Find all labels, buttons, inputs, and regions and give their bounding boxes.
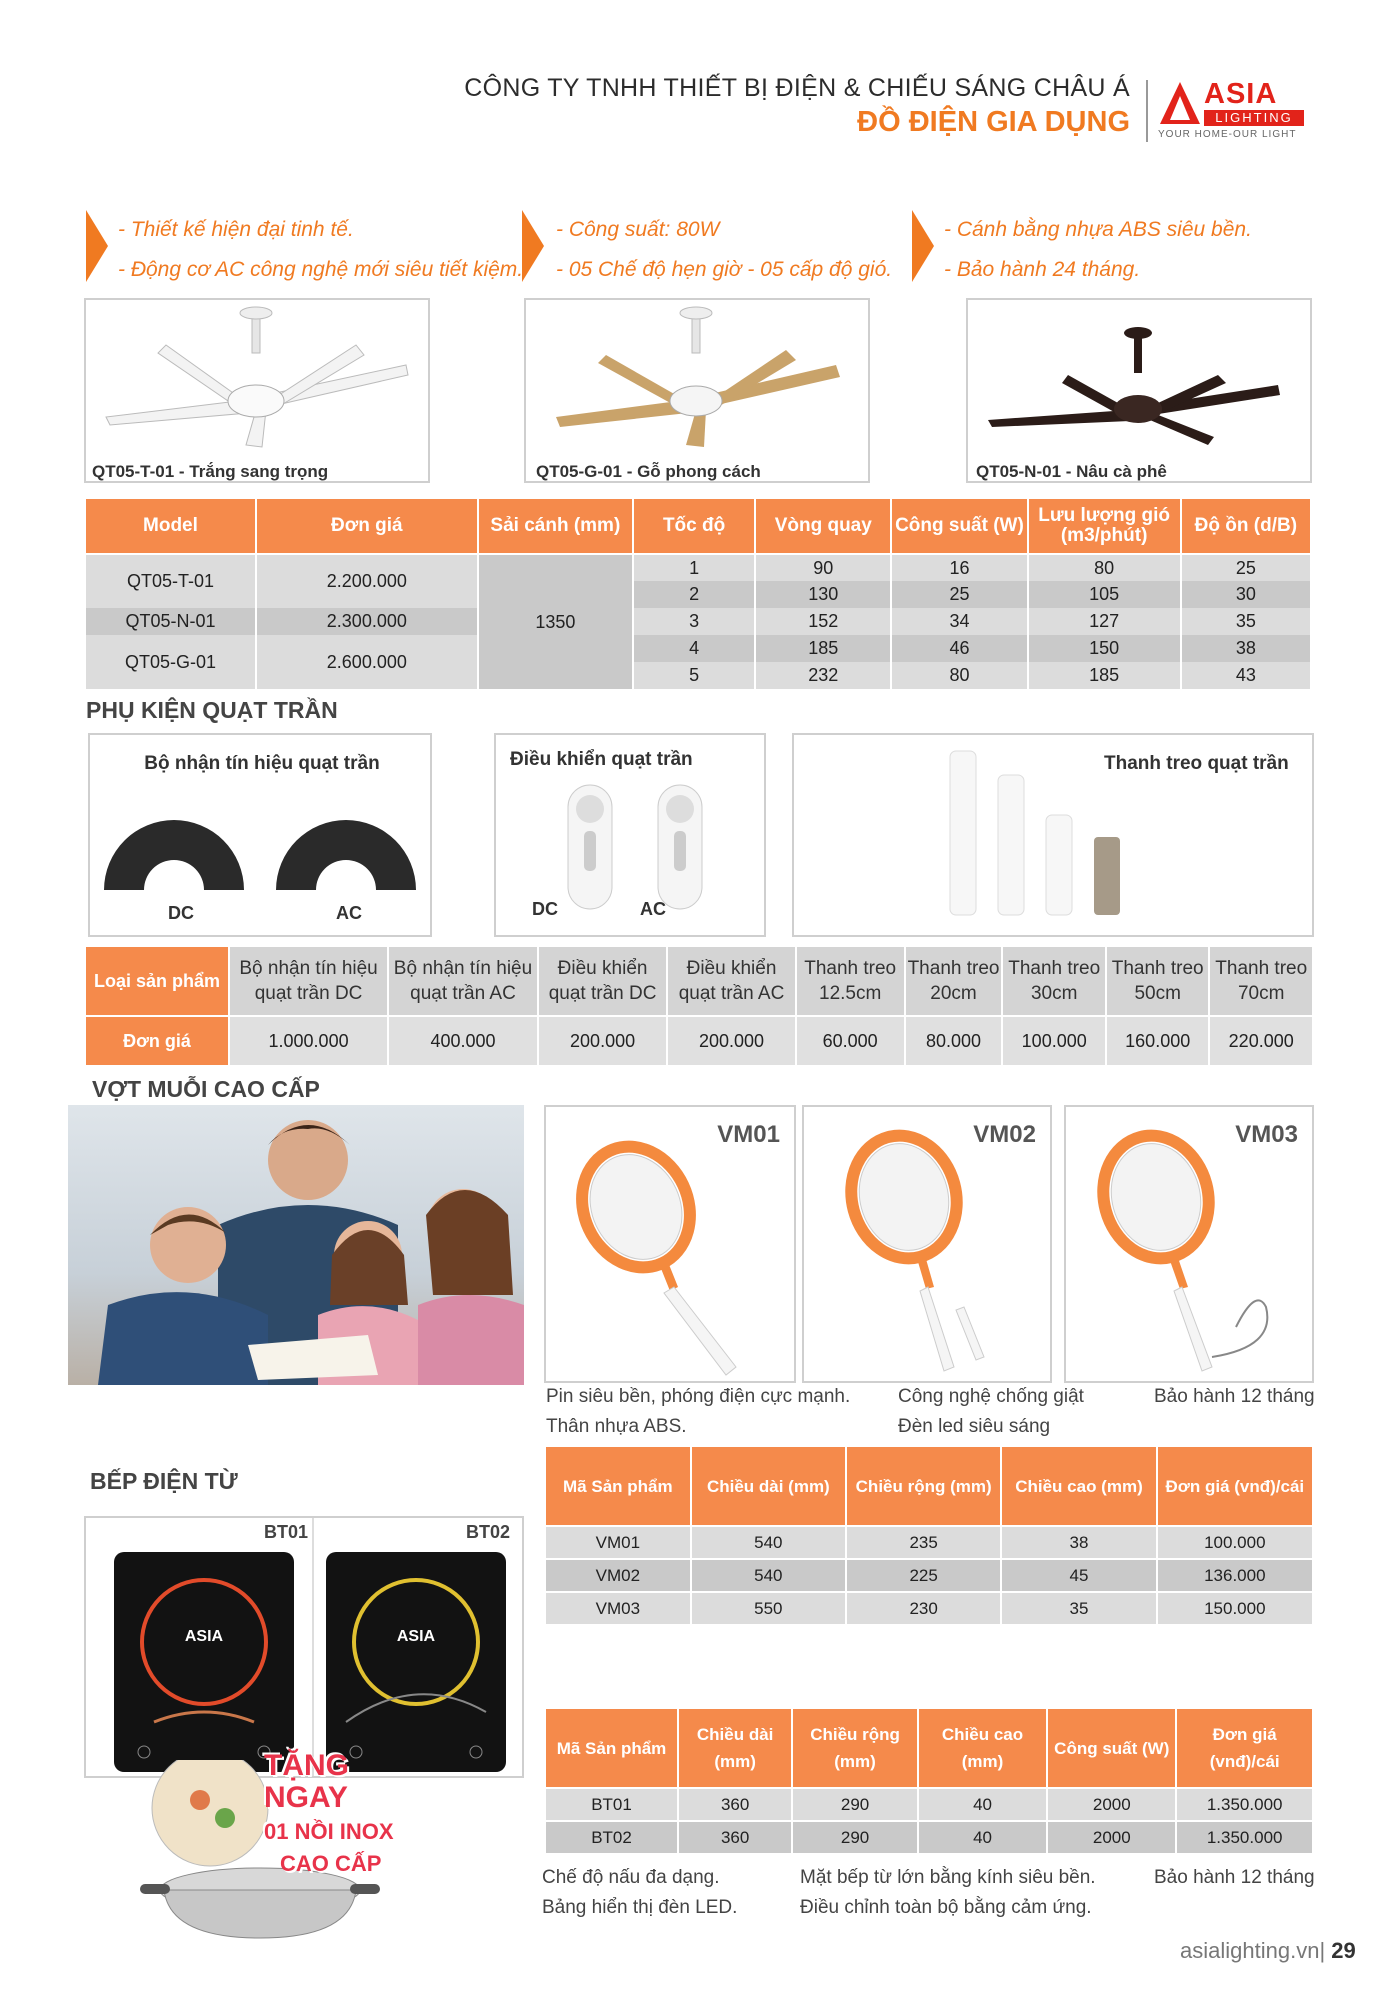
section-title-stoves: BẾP ĐIỆN TỪ [90, 1468, 238, 1494]
stove-model: BT01 [264, 1522, 309, 1542]
hanging-rod-icon [944, 745, 1164, 925]
table-row [545, 1821, 1313, 1854]
power-cell: 46 [891, 635, 1027, 662]
promo-badge [264, 1750, 394, 1880]
col-header: Chiều rộng (mm) [846, 1446, 1001, 1526]
stove-note-2 [800, 1863, 1096, 1923]
induction-stove-icon [114, 1552, 294, 1772]
model-cell: QT05-G-01 [85, 635, 256, 689]
col-header: Thanh treo 20cm [905, 946, 1003, 1016]
rpm-cell: 232 [755, 662, 891, 689]
cell: 40 [918, 1788, 1047, 1821]
table-row [85, 554, 1311, 581]
company-name: CÔNG TY TNHH THIẾT BỊ ĐIỆN & CHIẾU SÁNG CHÂU Á [464, 74, 1130, 102]
feature-block-2 [556, 210, 892, 290]
stove-spec-table [544, 1707, 1314, 1855]
feature-arrow-icon [86, 210, 108, 282]
cell: 1.350.000 [1176, 1788, 1313, 1821]
mosquito-racket-icon [824, 1127, 1034, 1377]
price-cell: 200.000 [667, 1016, 795, 1066]
col-header: Tốc độ [633, 498, 755, 554]
cell: 540 [691, 1559, 846, 1592]
fan-caption: QT05-G-01 - Gỗ phong cách [536, 462, 761, 481]
feature-text: - Động cơ AC công nghệ mới siêu tiết kiệm. [118, 258, 524, 281]
cell: 235 [846, 1526, 1001, 1559]
speed-cell: 2 [633, 581, 755, 608]
note-text: Mặt bếp từ lớn bằng kính siêu bền. [800, 1867, 1096, 1888]
speed-cell: 5 [633, 662, 755, 689]
footer [1180, 1938, 1356, 1964]
ceiling-fan-icon [536, 305, 856, 450]
price-cell: 100.000 [1002, 1016, 1105, 1066]
col-header: Đơn giá (vnđ)/cái [1157, 1446, 1313, 1526]
logo-triangle-icon [1158, 80, 1202, 126]
cell: 230 [846, 1592, 1001, 1625]
note-text: Đèn led siêu sáng [898, 1416, 1051, 1437]
cell: BT02 [545, 1821, 678, 1854]
col-header: Thanh treo 50cm [1106, 946, 1209, 1016]
power-cell: 25 [891, 581, 1027, 608]
racket-model: VM02 [973, 1121, 1036, 1148]
cell: 38 [1001, 1526, 1156, 1559]
stove-note-1 [542, 1863, 737, 1923]
flow-cell: 150 [1028, 635, 1181, 662]
note-text: Thân nhựa ABS. [546, 1416, 687, 1437]
price-cell: 2.600.000 [256, 635, 478, 689]
col-header: Vòng quay [755, 498, 891, 554]
feature-text: - Cánh bằng nhựa ABS siêu bền. [944, 218, 1252, 241]
racket-model: VM03 [1235, 1121, 1298, 1148]
cell: 1.350.000 [1176, 1821, 1313, 1854]
receiver-title: Bộ nhận tín hiệu quạt trần [144, 753, 380, 774]
flow-cell: 80 [1028, 554, 1181, 581]
table-row [545, 1559, 1313, 1592]
family-reading-icon [68, 1105, 524, 1385]
cell: 290 [792, 1821, 918, 1854]
ceiling-fan-icon [978, 305, 1298, 450]
racket-card-vm01 [544, 1105, 796, 1383]
mosquito-racket-icon [566, 1137, 776, 1377]
fan-caption: QT05-N-01 - Nâu cà phê [976, 462, 1167, 481]
note-text: Bảng hiển thị đèn LED. [542, 1897, 738, 1918]
model-cell: QT05-N-01 [85, 608, 256, 635]
cell: 290 [792, 1788, 918, 1821]
stove-model: BT02 [466, 1522, 511, 1542]
rod-title: Thanh treo quạt trần [1104, 753, 1289, 774]
cell: 35 [1001, 1592, 1156, 1625]
ac-label: AC [336, 903, 362, 923]
induction-stove-icon [326, 1552, 506, 1772]
stove-brand: ASIA [396, 1628, 436, 1645]
col-header: Công suất (W) [1047, 1708, 1176, 1788]
logo-brand: ASIA [1204, 78, 1278, 110]
table-row [85, 608, 1311, 635]
logo-tagline: YOUR HOME-OUR LIGHT [1158, 129, 1297, 140]
rpm-cell: 130 [755, 581, 891, 608]
rod-card [792, 733, 1314, 937]
col-header: Chiều cao (mm) [1001, 1446, 1156, 1526]
col-header: Độ ồn (d/B) [1181, 498, 1311, 554]
fan-caption: QT05-T-01 - Trắng sang trọng [92, 462, 329, 481]
website-link[interactable]: asialighting.vn [1180, 1938, 1320, 1963]
speed-cell: 1 [633, 554, 755, 581]
table-row [545, 1526, 1313, 1559]
cell: VM01 [545, 1526, 691, 1559]
cell: 45 [1001, 1559, 1156, 1592]
cell: BT01 [545, 1788, 678, 1821]
price-cell: 400.000 [388, 1016, 538, 1066]
cell: 2000 [1047, 1788, 1176, 1821]
col-header: Điều khiển quạt trần DC [538, 946, 667, 1016]
section-title-rackets: VỢT MUỖI CAO CẤP [92, 1076, 320, 1102]
col-header: Bộ nhận tín hiệu quạt trần AC [388, 946, 538, 1016]
price-cell: 1.000.000 [229, 1016, 388, 1066]
cell: 540 [691, 1526, 846, 1559]
col-header: Lưu lượng gió (m3/phút) [1028, 498, 1181, 554]
stove-card [84, 1516, 524, 1778]
rpm-cell: 185 [755, 635, 891, 662]
table-row [85, 635, 1311, 662]
col-header: Đơn giá (vnđ)/cái [1176, 1708, 1313, 1788]
feature-block-1 [118, 210, 523, 290]
remote-card [494, 733, 766, 937]
price-cell: 60.000 [796, 1016, 905, 1066]
flow-cell: 105 [1028, 581, 1181, 608]
page-number: 29 [1331, 1938, 1356, 1963]
racket-note-3: Bảo hành 12 tháng [1154, 1386, 1315, 1407]
feature-block-3 [944, 210, 1252, 290]
note-text: Pin siêu bền, phóng điện cực mạnh. [546, 1386, 851, 1407]
signal-receiver-icon [100, 790, 420, 900]
feature-arrow-icon [912, 210, 934, 282]
remote-title: Điều khiển quạt trần [510, 749, 693, 770]
racket-spec-table [544, 1445, 1314, 1626]
ceiling-fan-icon [96, 305, 416, 450]
promo-text: TẶNG [264, 1749, 349, 1782]
racket-note-2 [898, 1382, 1084, 1442]
asia-lighting-logo [1158, 78, 1308, 142]
flow-cell: 185 [1028, 662, 1181, 689]
col-header: Thanh treo 70cm [1209, 946, 1313, 1016]
feature-text: - Bảo hành 24 tháng. [944, 258, 1141, 281]
cell: 360 [678, 1821, 792, 1854]
feature-text: - Công suất: 80W [556, 218, 720, 241]
col-header: Mã Sản phẩm [545, 1708, 678, 1788]
cell: 2000 [1047, 1821, 1176, 1854]
feature-text: - 05 Chế độ hẹn giờ - 05 cấp độ gió. [556, 258, 893, 281]
col-header: Chiều dài (mm) [691, 1446, 846, 1526]
price-cell: 2.300.000 [256, 608, 478, 635]
flow-cell: 127 [1028, 608, 1181, 635]
col-header: Công suất (W) [891, 498, 1027, 554]
dc-label: DC [532, 899, 558, 919]
noise-cell: 35 [1181, 608, 1311, 635]
logo-sub: LIGHTING [1204, 110, 1304, 126]
fan-card-brown [966, 298, 1312, 483]
promo-text: 01 NỒI INOX [264, 1819, 394, 1844]
speed-cell: 3 [633, 608, 755, 635]
model-cell: QT05-T-01 [85, 554, 256, 608]
row-label: Đơn giá [85, 1016, 229, 1066]
footer-separator: | [1319, 1938, 1326, 1963]
col-header: Chiều cao (mm) [918, 1708, 1047, 1788]
fan-spec-table [84, 497, 1312, 689]
cell: 136.000 [1157, 1559, 1313, 1592]
rpm-cell: 152 [755, 608, 891, 635]
noise-cell: 43 [1181, 662, 1311, 689]
cell: VM03 [545, 1592, 691, 1625]
price-cell: 200.000 [538, 1016, 667, 1066]
stove-brand: ASIA [184, 1628, 224, 1645]
dc-label: DC [168, 903, 194, 923]
power-cell: 80 [891, 662, 1027, 689]
cell: 225 [846, 1559, 1001, 1592]
cell: 40 [918, 1821, 1047, 1854]
remote-control-icon [556, 783, 716, 913]
cell: 100.000 [1157, 1526, 1313, 1559]
racket-model: VM01 [717, 1121, 780, 1148]
power-cell: 16 [891, 554, 1027, 581]
col-header: Đơn giá [256, 498, 478, 554]
promo-text: NGAY [264, 1781, 348, 1814]
fan-card-wood [524, 298, 870, 483]
col-header: Mã Sản phẩm [545, 1446, 691, 1526]
speed-cell: 4 [633, 635, 755, 662]
ac-label: AC [640, 899, 666, 919]
cell: 360 [678, 1788, 792, 1821]
note-text: Chế độ nấu đa dạng. [542, 1867, 720, 1888]
receiver-card [88, 733, 432, 937]
col-header: Sải cánh (mm) [478, 498, 633, 554]
cell: 150.000 [1157, 1592, 1313, 1625]
cell: VM02 [545, 1559, 691, 1592]
col-header: Thanh treo 30cm [1002, 946, 1105, 1016]
col-header: Điều khiển quạt trần AC [667, 946, 795, 1016]
feature-text: - Thiết kế hiện đại tinh tế. [118, 218, 354, 241]
price-cell: 220.000 [1209, 1016, 1313, 1066]
note-text: Công nghệ chống giật [898, 1386, 1084, 1407]
mosquito-racket-icon [1076, 1127, 1306, 1377]
price-cell: 160.000 [1106, 1016, 1209, 1066]
noise-cell: 30 [1181, 581, 1311, 608]
stove-note-3: Bảo hành 12 tháng [1154, 1867, 1315, 1888]
accessory-price-table [84, 945, 1314, 1067]
table-row [545, 1592, 1313, 1625]
noise-cell: 38 [1181, 635, 1311, 662]
col-header: Chiều rộng (mm) [792, 1708, 918, 1788]
note-text: Điều chỉnh toàn bộ bằng cảm ứng. [800, 1897, 1092, 1918]
racket-card-vm03 [1064, 1105, 1314, 1383]
power-cell: 34 [891, 608, 1027, 635]
col-header: Chiều dài (mm) [678, 1708, 792, 1788]
section-title-accessories: PHỤ KIỆN QUẠT TRẦN [86, 697, 338, 723]
promo-text: CAO CẤP [280, 1851, 382, 1876]
col-header: Thanh treo 12.5cm [796, 946, 905, 1016]
table-row [545, 1788, 1313, 1821]
span-cell: 1350 [478, 554, 633, 689]
row-label: Loại sản phẩm [85, 946, 229, 1016]
racket-card-vm02 [802, 1105, 1052, 1383]
cell: 550 [691, 1592, 846, 1625]
col-header: Bộ nhận tín hiệu quạt trần DC [229, 946, 388, 1016]
col-header: Model [85, 498, 256, 554]
header-divider [1146, 80, 1148, 142]
rpm-cell: 90 [755, 554, 891, 581]
noise-cell: 25 [1181, 554, 1311, 581]
page-subtitle: ĐỒ ĐIỆN GIA DỤNG [857, 106, 1130, 138]
stove-divider [312, 1518, 314, 1776]
price-cell: 2.200.000 [256, 554, 478, 608]
fan-card-white [84, 298, 430, 483]
feature-arrow-icon [522, 210, 544, 282]
price-cell: 80.000 [905, 1016, 1003, 1066]
family-photo [68, 1105, 524, 1385]
racket-note-1 [546, 1382, 850, 1442]
